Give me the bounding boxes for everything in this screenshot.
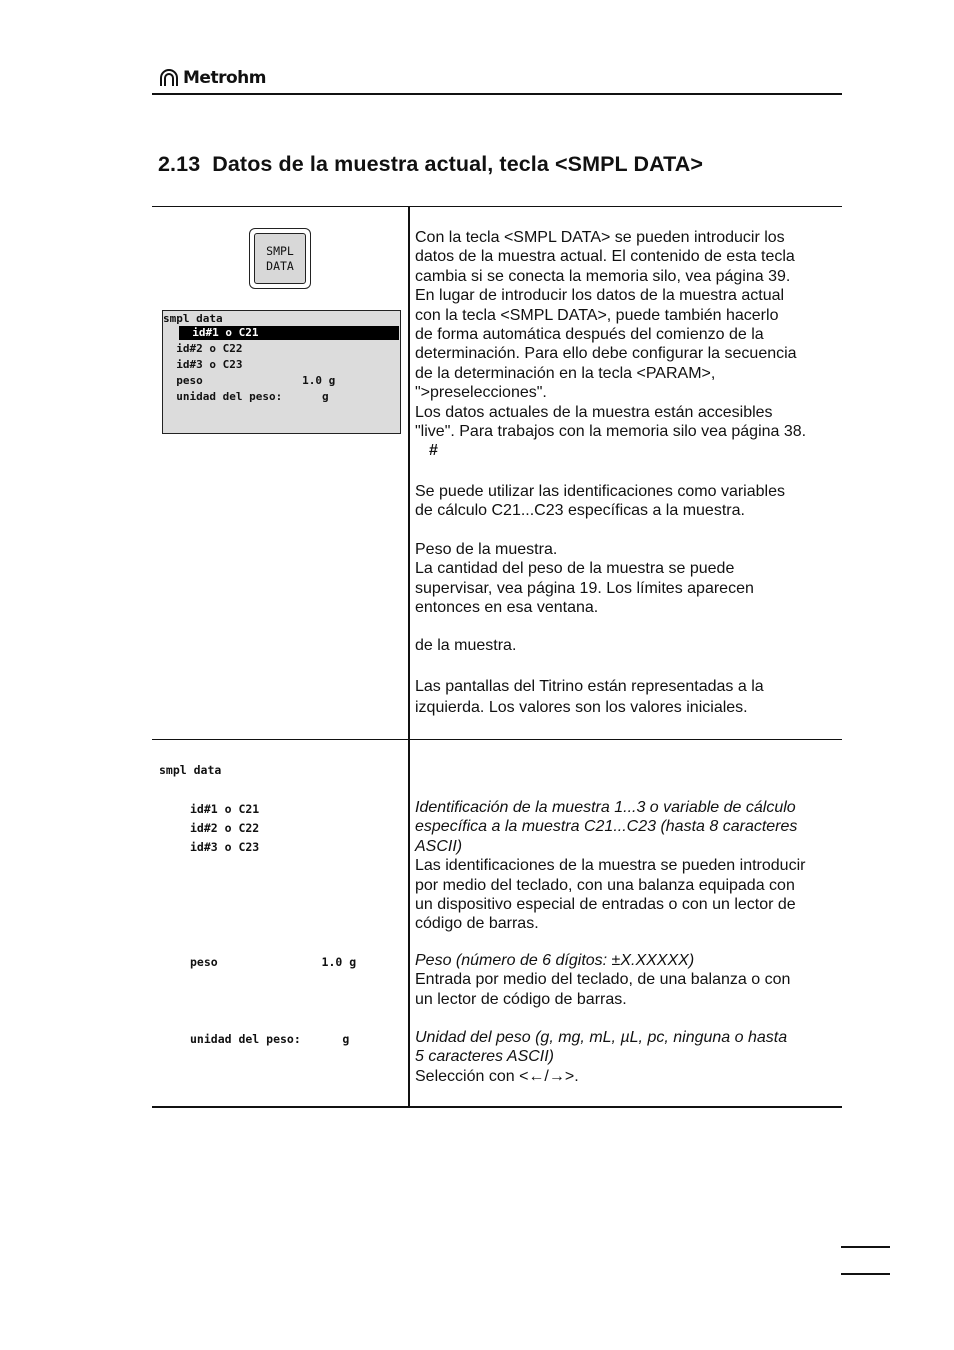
peso-description <box>415 951 840 1009</box>
text-line: cambia si se conecta la memoria silo, vea página 39. <box>415 267 791 285</box>
text-line: 5 caracteres ASCII) <box>415 1048 555 1066</box>
table-middle-rule <box>152 739 842 740</box>
text-line: entonces en esa ventana. <box>415 599 599 617</box>
text-line: Entrada por medio del teclado, de una balanza o con <box>415 971 791 989</box>
text-line: determinación. Para ello debe configurar la secuencia <box>415 345 797 363</box>
param-id2: id#2 o C22 <box>190 821 260 835</box>
text-line: ASCII) <box>415 837 463 855</box>
text-line: izquierda. Los valores son los valores iniciales. <box>415 699 748 716</box>
param-peso: peso 1.0 g <box>190 955 357 969</box>
display-line: id#2 o C22 <box>163 342 243 355</box>
text-line: con la tecla <SMPL DATA>, puede también hacerlo <box>415 306 779 324</box>
text-line: un lector de código de barras. <box>415 990 627 1008</box>
intro-paragraph-4 <box>415 636 840 655</box>
section-title: Datos de la muestra actual, tecla <SMPL DATA> <box>212 152 704 176</box>
text-line: supervisar, vea página 19. Los límites aparecen <box>415 579 754 597</box>
table-column-divider <box>408 206 410 1108</box>
brand-logo <box>158 66 266 90</box>
table-top-rule <box>152 206 842 207</box>
metrohm-logo-icon <box>158 67 180 89</box>
text-line: Peso (número de 6 dígitos: ±X.XXXXX) <box>415 952 695 969</box>
ids-description <box>415 798 840 934</box>
display-line: peso 1.0 g <box>163 374 336 387</box>
brand-name: Metrohm <box>183 68 266 88</box>
intro-paragraph-5 <box>415 676 840 718</box>
text-line: La cantidad del peso de la muestra se puede <box>415 560 735 578</box>
key-label-line1: SMPL <box>266 243 294 258</box>
text-line: ">preselecciones". <box>415 384 547 402</box>
section-heading <box>158 152 703 177</box>
text-line: Con la tecla <SMPL DATA> se pueden introducir los <box>415 229 785 246</box>
text-line: un dispositivo especial de entradas o con un lector de <box>415 896 796 914</box>
text-line: código de barras. <box>415 915 539 933</box>
text-line: Peso de la muestra. <box>415 541 558 558</box>
text-line: Unidad del peso (g, mg, mL, µL, pc, ninguna o hasta <box>415 1029 788 1046</box>
section-number: 2.13 <box>158 152 201 176</box>
text-line: por medio del teclado, con una balanza equipada con <box>415 876 795 894</box>
text-line: Selección con <←/→>. <box>415 1067 579 1085</box>
unidad-description <box>415 1028 840 1086</box>
text-line: "live". Para trabajos con la memoria silo vea página 38. <box>415 423 807 441</box>
titrino-display <box>162 310 401 434</box>
text-line: Se puede utilizar las identificaciones como variables <box>415 483 785 500</box>
display-line-selected: id#1 o C21 <box>179 326 399 340</box>
param-id1: id#1 o C21 <box>190 802 260 816</box>
display-line: smpl data <box>163 312 223 325</box>
text-line: específica a la muestra C21...C23 (hasta 8 caracteres <box>415 818 798 836</box>
display-line: id#3 o C23 <box>163 358 243 371</box>
param-group-title: smpl data <box>159 763 222 777</box>
text-line: de cálculo C21...C23 específicas a la muestra. <box>415 502 745 520</box>
footer-rule-bottom <box>841 1273 890 1275</box>
header-rule <box>152 93 842 95</box>
intro-paragraph-2 <box>415 482 840 521</box>
text-line: Las pantallas del Titrino están representadas a la <box>415 678 764 695</box>
text-line: de forma automática después del comienzo de la <box>415 326 764 344</box>
footer-rule-top <box>841 1246 890 1248</box>
text-line: de la muestra. <box>415 637 517 654</box>
intro-paragraph-3 <box>415 540 840 618</box>
table-bottom-rule <box>152 1106 842 1108</box>
text-line: de la determinación en la tecla <PARAM>, <box>415 364 716 382</box>
hash-symbol: # <box>429 442 438 459</box>
intro-paragraph-1 <box>415 228 840 441</box>
text-line: datos de la muestra actual. El contenido de esta tecla <box>415 248 795 266</box>
text-line: En lugar de introducir los datos de la muestra actual <box>415 287 785 305</box>
text-line: Las identificaciones de la muestra se pueden introducir <box>415 857 806 875</box>
text-line: Identificación de la muestra 1...3 o variable de cálculo <box>415 799 796 816</box>
key-label-line2: DATA <box>266 258 294 273</box>
smpl-data-key <box>249 228 311 289</box>
text-line: Los datos actuales de la muestra están accesibles <box>415 403 773 421</box>
param-unidad: unidad del peso: g <box>190 1032 350 1046</box>
display-line: unidad del peso: g <box>163 390 329 403</box>
param-id3: id#3 o C23 <box>190 840 260 854</box>
